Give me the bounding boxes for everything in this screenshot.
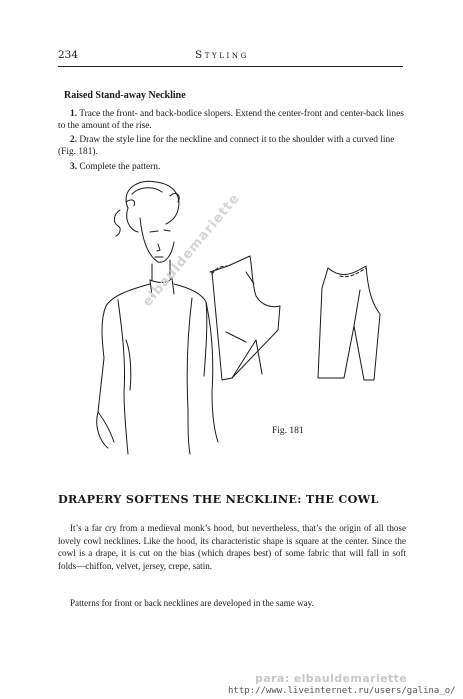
page-number: 234: [58, 49, 79, 61]
fashion-sketch: [97, 181, 218, 454]
step-item: [58, 161, 404, 173]
step-item: [58, 108, 404, 133]
body-paragraph: It’s a far cry from a medieval monk’s hood, but nevertheless, that’s the origin of all those lovely cowl necklines. Like the hood, its characteristic shape is square at the center. Since the cowl is a drape, it is cut on the bias (which drapes best) of some fabric that will fall in soft folds—chiffon, velvet, jersey, crepe, satin.: [58, 523, 406, 571]
back-bodice-pattern: [318, 266, 380, 380]
watermark-footer: para: elbauldemariette: [255, 672, 408, 685]
header-rule: [58, 66, 403, 67]
step-number: 1.: [70, 109, 78, 119]
figure-caption: Fig. 181: [272, 426, 304, 436]
front-bodice-pattern: [210, 256, 280, 380]
step-text: Draw the style line for the neckline and connect it to the shoulder with a curved line (Fig. 181).: [58, 135, 395, 158]
figure-illustration: [0, 180, 463, 470]
step-item: [58, 134, 404, 159]
step-number: 3.: [70, 162, 78, 172]
step-text: Complete the pattern.: [79, 162, 161, 172]
step-text: Trace the front- and back-bodice slopers. Extend the center-front and center-back lines to the amount of the rise.: [58, 109, 404, 132]
step-number: 2.: [70, 135, 78, 145]
body-paragraph: Patterns for front or back necklines are developed in the same way.: [70, 598, 314, 608]
watermark-url: http://www.liveinternet.ru/users/galina_o/: [228, 686, 456, 696]
watermark-diagonal: elbauldemariette: [140, 190, 244, 310]
article-heading: DRAPERY SOFTENS THE NECKLINE: THE COWL: [58, 492, 379, 506]
section-heading: Raised Stand-away Neckline: [64, 90, 186, 101]
running-head: Styling: [195, 49, 249, 61]
